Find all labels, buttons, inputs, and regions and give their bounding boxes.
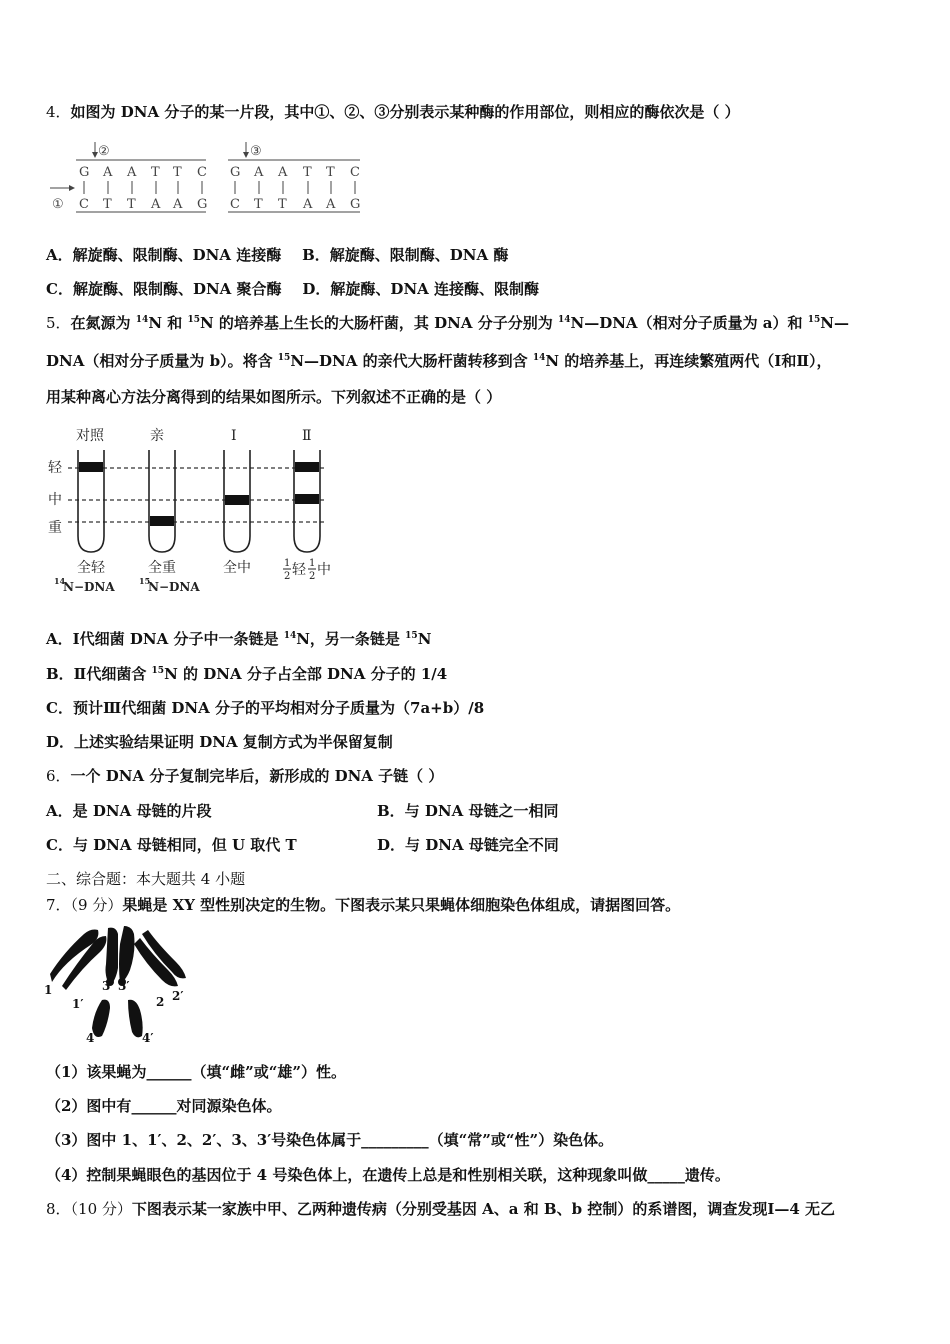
band-gen1-mid [225, 495, 249, 505]
dna-fragment-figure [46, 136, 376, 218]
section-heading: 二、综合题：本大题共 4 小题 [46, 870, 246, 888]
q4-options-cd [46, 278, 539, 300]
strand-bottom-left-5: G [197, 197, 208, 212]
col-label-parent: 亲 [150, 428, 164, 444]
strand-top-left-2: A [127, 165, 137, 180]
strand-bottom-right-0: C [230, 197, 240, 212]
strand-bottom-left-3: A [151, 197, 161, 212]
label-1p: 1′ [72, 997, 84, 1011]
sub-control: N−DNA [63, 580, 115, 594]
chromosome-figure [44, 924, 194, 1048]
band-control-light [79, 462, 103, 472]
q6-option-d[interactable]: D．与 DNA 母链完全不同 [377, 836, 559, 854]
q7-sub3: （3）图中 1、1′、2、2′、3、3′号染色体属于_________（填“常”或“性”）染色体。 [46, 1131, 614, 1149]
sub-parent: N−DNA [148, 580, 200, 594]
col-label-gen1: Ⅰ [231, 428, 237, 444]
col-label-gen2: Ⅱ [302, 428, 312, 444]
q5-stem-line2: DNA（相对分子质量为 b）。将含 $^{15}$N—DNA 的亲代大肠杆菌转移到含 $^{14}$N 的培养基上，再连续繁殖两代（Ⅰ和Ⅱ）， [46, 352, 832, 370]
q7-sub1: （1）该果蝇为______（填“雌”或“雄”）性。 [46, 1063, 346, 1081]
q5-option-b[interactable]: B．Ⅱ代细菌含 $^{15}$N 的 DNA 分子占全部 DNA 分子的 1/4 [46, 665, 448, 683]
q4-option-a[interactable]: A．解旋酶、限制酶、DNA 连接酶 [46, 246, 282, 264]
tube-parent [149, 450, 175, 552]
label-2p: 2′ [172, 989, 184, 1003]
q6-stem: 6．一个 DNA 分子复制完毕后，新形成的 DNA 子链（ ） [46, 767, 444, 785]
strand-top-left-4: T [173, 165, 182, 180]
strand-bottom-right-3: A [303, 197, 313, 212]
strand-top-right-4: T [326, 165, 335, 180]
marker-2: ② [98, 144, 110, 159]
cap-control: 全轻 [77, 560, 105, 576]
strand-bottom-left-0: C [79, 197, 89, 212]
band-gen2-mid [295, 494, 319, 504]
q4-option-d[interactable]: D．解旋酶、DNA 连接酶、限制酶 [302, 280, 540, 298]
marker-1: ① [52, 197, 64, 212]
cap-gen1: 全中 [223, 560, 251, 576]
row-label-mid: 中 [48, 492, 62, 508]
label-3: 3 [102, 979, 111, 993]
q5-stem-line1: 5．在氮源为 $^{14}$N 和 $^{15}$N 的培养基上生长的大肠杆菌，其 DNA 分子分别为 $^{14}$N—DNA（相对分子质量为 a）和 $^{15}$N— [46, 314, 849, 332]
cap-gen2-mid: 中 [317, 562, 331, 578]
strand-top-right-5: C [350, 165, 360, 180]
cap-gen2-den1: 2 [284, 571, 291, 582]
row-label-heavy: 重 [48, 520, 62, 536]
q6-options-cd [46, 834, 906, 856]
strand-top-right-3: T [303, 165, 312, 180]
q7-sub4: （4）控制果蝇眼色的基因位于 4 号染色体上，在遗传上总是和性别相关联，这种现象叫做_____遗传。 [46, 1166, 730, 1184]
strand-top-left-5: C [197, 165, 207, 180]
chromosome-3 [106, 928, 119, 986]
cap-gen2-num2: 1 [309, 558, 316, 569]
label-2: 2 [156, 995, 165, 1009]
label-4p: 4′ [142, 1031, 154, 1045]
strand-bottom-right-2: T [278, 197, 287, 212]
col-label-control: 对照 [76, 428, 104, 444]
sub-parent-sup: 15 [139, 576, 151, 586]
q7-sub2: （2）图中有______对同源染色体。 [46, 1097, 282, 1115]
chromosome-3p [119, 926, 135, 984]
label-1: 1 [44, 983, 53, 997]
strand-bottom-right-5: G [350, 197, 361, 212]
q4-stem: 4．如图为 DNA 分子的某一片段，其中①、②、③分别表示某种酶的作用部位，则相应的酶依次是（ ） [46, 103, 740, 121]
q8-stem: 8．（10 分）下图表示某一家族中甲、乙两种遗传病（分别受基因 A、a 和 B、b 控制）的系谱图，调查发现Ⅰ—4 无乙 [46, 1200, 835, 1218]
marker-3: ③ [250, 144, 262, 159]
band-gen2-light [295, 462, 319, 472]
q5-option-d[interactable]: D．上述实验结果证明 DNA 复制方式为半保留复制 [46, 733, 393, 751]
chromosome-x-right [128, 1000, 143, 1038]
strand-top-left-1: A [103, 165, 113, 180]
cap-gen2-num1: 1 [284, 558, 291, 569]
q5-option-a[interactable]: A．Ⅰ代细菌 DNA 分子中一条链是 $^{14}$N，另一条链是 $^{15}$N [46, 630, 432, 648]
sub-control-sup: 14 [54, 576, 66, 586]
centrifuge-figure [46, 424, 356, 600]
strand-top-left-0: G [79, 165, 90, 180]
cap-parent: 全重 [148, 560, 176, 576]
q4-option-b[interactable]: B．解旋酶、限制酶、DNA 酶 [302, 246, 509, 264]
strand-top-right-2: A [278, 165, 288, 180]
cap-gen2-den2: 2 [309, 571, 316, 582]
strand-top-right-0: G [230, 165, 241, 180]
q6-options-ab [46, 800, 906, 822]
row-label-light: 轻 [48, 460, 62, 476]
label-4: 4 [86, 1031, 95, 1045]
cap-gen2-light: 轻 [292, 562, 306, 578]
q6-option-a[interactable]: A．是 DNA 母链的片段 [46, 802, 212, 820]
label-3p: 3′ [118, 979, 130, 993]
q6-option-b[interactable]: B．与 DNA 母链之一相同 [377, 802, 559, 820]
strand-top-right-1: A [254, 165, 264, 180]
strand-bottom-right-1: T [254, 197, 263, 212]
strand-bottom-left-4: A [173, 197, 183, 212]
strand-bottom-left-1: T [103, 197, 112, 212]
q4-options-ab [46, 244, 508, 266]
strand-top-left-3: T [151, 165, 160, 180]
q4-option-c[interactable]: C．解旋酶、限制酶、DNA 聚合酶 [46, 280, 282, 298]
q5-option-c[interactable]: C．预计Ⅲ代细菌 DNA 分子的平均相对分子质量为（7a+b）/8 [46, 699, 485, 717]
chromosome-x-left [92, 1000, 110, 1037]
band-parent-heavy [150, 516, 174, 526]
q7-stem: 7．（9 分）果蝇是 XY 型性别决定的生物。下图表示某只果蝇体细胞染色体组成，请据图回答。 [46, 896, 681, 914]
q5-stem-line3: 用某种离心方法分离得到的结果如图所示。下列叙述不正确的是（ ） [46, 388, 502, 406]
q6-option-c[interactable]: C．与 DNA 母链相同，但 U 取代 T [46, 836, 297, 854]
strand-bottom-left-2: T [127, 197, 136, 212]
strand-bottom-right-4: A [326, 197, 336, 212]
